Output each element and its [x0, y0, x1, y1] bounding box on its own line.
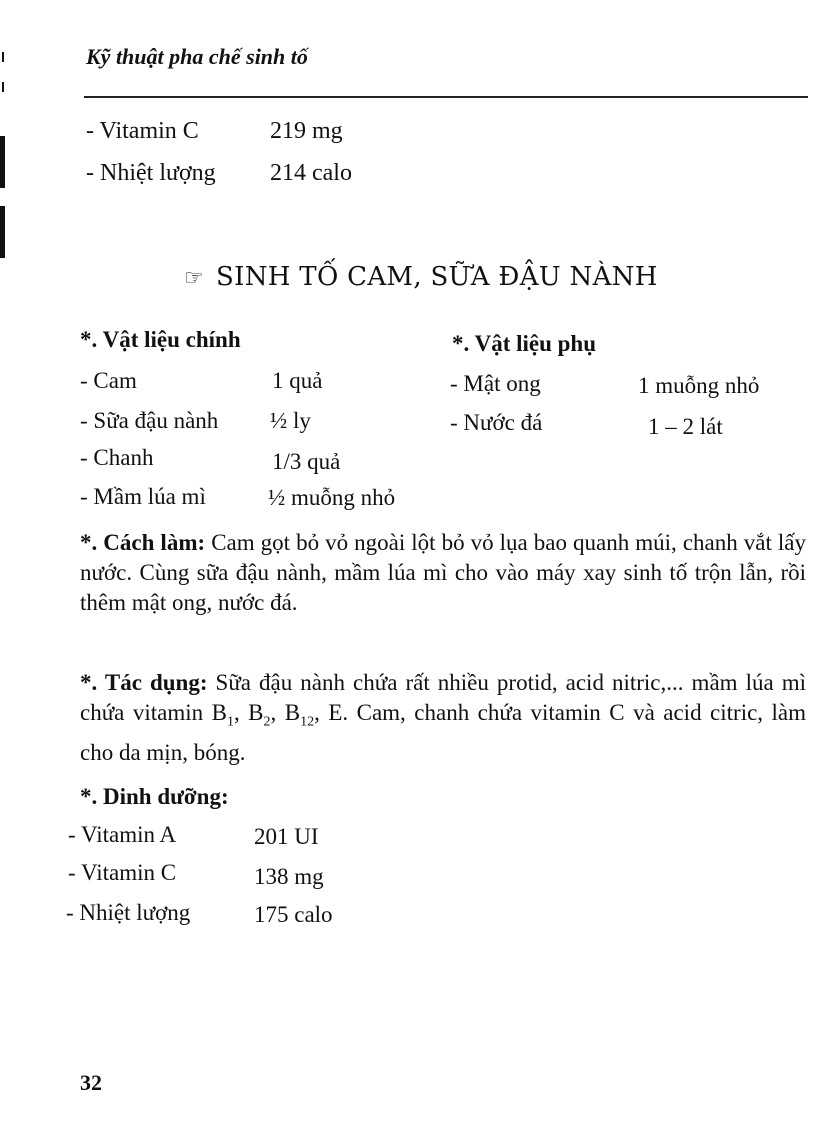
method-text: Cam gọt bỏ vỏ ngoài lột bỏ vỏ lụa bao quanh múi, chanh vắt lấy nước. Cùng sữa đậu nành, mầm lúa mì cho vào máy xay sinh tố trộn lẫn, rồi thêm mật ong, nước đá.: [80, 530, 807, 615]
extra-ingredients-heading: *. Vật liệu phụ: [452, 331, 597, 356]
nutrition-label: - Vitamin C: [68, 860, 177, 885]
nutrition-heading: *. Dinh dưỡng:: [80, 784, 229, 809]
header-divider: [84, 96, 808, 98]
ingredient-value: 1/3 quả: [272, 449, 341, 474]
scan-mark: [2, 52, 4, 62]
ingredient-value: ½ muỗng nhỏ: [268, 485, 396, 510]
pointing-hand-icon: ☞: [184, 266, 205, 291]
recipe-title-text: SINH TỐ CAM, SỮA ĐẬU NÀNH: [216, 262, 658, 292]
ingredient-label: - Chanh: [80, 445, 154, 470]
method-paragraph: [80, 528, 806, 618]
nutrition-label: - Vitamin A: [68, 822, 177, 847]
ingredient-label: - Sữa đậu nành: [80, 408, 219, 433]
effect-text: Sữa đậu nành chứa rất nhiều protid, acid nitric,... mầm lúa mì chứa vitamin B: [80, 670, 807, 725]
ingredient-label: - Cam: [80, 368, 137, 393]
ingredient-label: - Mầm lúa mì: [80, 484, 206, 509]
scan-mark: [2, 82, 4, 92]
running-header: Kỹ thuật pha chế sinh tố: [86, 44, 308, 69]
scan-mark: [0, 136, 5, 188]
effect-text: , E. Cam, chanh chứa vitamin C và acid citric, làm cho da mịn, bóng.: [80, 700, 807, 765]
scan-mark: [0, 206, 5, 258]
nutrition-value: 175 calo: [254, 902, 333, 927]
recipe-title: [184, 262, 658, 292]
nutrition-value: 214 calo: [270, 160, 352, 186]
ingredient-value: 1 muỗng nhỏ: [638, 373, 760, 398]
effect-text: , B: [233, 700, 264, 725]
ingredient-value: ½ ly: [270, 408, 311, 433]
page-number: 32: [80, 1070, 102, 1095]
vitamin-subscript: 1: [226, 714, 234, 730]
nutrition-value: 201 UI: [254, 824, 319, 849]
ingredient-label: - Nước đá: [450, 410, 543, 435]
main-ingredients-heading: *. Vật liệu chính: [80, 327, 241, 352]
nutrition-label: - Nhiệt lượng: [86, 160, 216, 186]
method-label: *. Cách làm:: [80, 530, 206, 555]
nutrition-label: - Vitamin C: [86, 118, 199, 144]
nutrition-value: 219 mg: [270, 118, 343, 144]
nutrition-label: - Nhiệt lượng: [66, 900, 191, 925]
vitamin-subscript: 2: [263, 714, 271, 730]
ingredient-label: - Mật ong: [450, 371, 541, 396]
vitamin-subscript: 12: [300, 714, 315, 730]
ingredient-value: 1 quả: [272, 368, 323, 393]
ingredient-value: 1 – 2 lát: [648, 414, 723, 439]
effect-text: , B: [270, 700, 301, 725]
effect-label: *. Tác dụng:: [80, 670, 208, 695]
effect-paragraph: [80, 668, 806, 768]
nutrition-value: 138 mg: [254, 864, 324, 889]
